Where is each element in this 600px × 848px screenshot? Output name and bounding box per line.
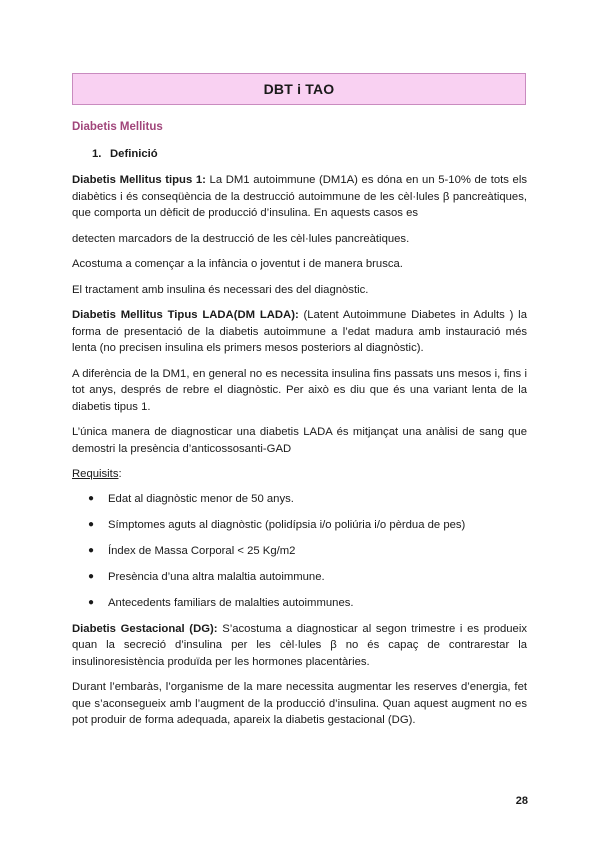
list-item-text: Presència d’una altra malaltia autoimmune. xyxy=(108,570,325,583)
subsection-title: Definició xyxy=(110,147,158,160)
list-item xyxy=(86,595,527,612)
paragraph-onset: Acostuma a començar a la infància o joventut i de manera brusca. xyxy=(72,258,403,270)
paragraph-dm1 xyxy=(72,172,527,222)
paragraph-dm1-text: La DM1 autoimmune (DM1A) es dóna en un 5-10% de tots els diabètics i és conseqüència de la destrucció autoimmune de les cèl·lules β pancreàtiques, que comporta un dèficit de producció d’insulina. En aquests casos es xyxy=(72,174,527,219)
paragraph-gestational-text: S’acostuma a diagnosticar al segon trimestre i es produeix quan la secreció d’insulina per les cèl·lules β no és capaç de contrarestar la insulinoresistència produïda per les hormones placentàries. xyxy=(72,622,528,668)
paragraph-markers: detecten marcadors de la destrucció de les cèl·lules pancreàtiques. xyxy=(72,232,410,245)
bullet-icon: ● xyxy=(88,492,95,504)
paragraph-lada-difference: A diferència de la DM1, en general no es necessita insulina fins passats uns mesos i, fins i tot anys, després de rebre el diagnòstic. Per això es diu que és una variant lenta de la diabetis tipus 1. xyxy=(72,367,527,413)
paragraph-lada xyxy=(72,307,527,357)
bullet-icon: ● xyxy=(88,596,95,608)
list-item-text: Índex de Massa Corporal < 25 Kg/m2 xyxy=(108,544,296,557)
requirements-list xyxy=(72,491,527,612)
section-heading: Diabetis Mellitus xyxy=(72,121,163,133)
bullet-icon: ● xyxy=(88,518,95,530)
paragraph-dm1-lead: Diabetis Mellitus tipus 1: xyxy=(72,174,206,186)
list-item xyxy=(86,517,527,534)
paragraph-lada-lead: Diabetis Mellitus Tipus LADA(DM LADA): xyxy=(72,309,299,321)
list-item-text: Símptomes aguts al diagnòstic (polidípsia i/o poliúria i/o pèrdua de pes) xyxy=(108,518,466,531)
paragraph-gestational-lead: Diabetis Gestacional (DG): xyxy=(72,622,218,635)
paragraph-lada-text: (Latent Autoimmune Diabetes in Adults ) la forma de presentació de la diabetis autoimmune a l’edat madura amb instauració més lenta (no precisen insulina els primers mesos posteriors al diagnòstic). xyxy=(72,309,527,354)
list-item-text: Antecedents familiars de malalties autoimmunes. xyxy=(108,596,354,609)
page-number: 28 xyxy=(515,795,528,807)
page-title-text: DBT i TAO xyxy=(263,81,335,97)
bullet-icon: ● xyxy=(88,544,95,556)
requirements-label-text: Requisits xyxy=(72,468,119,480)
paragraph-gestational xyxy=(72,621,527,671)
document-body xyxy=(72,119,527,738)
requirements-label xyxy=(72,466,527,483)
bullet-icon: ● xyxy=(88,570,95,582)
paragraph-pregnancy: Durant l’embaràs, l’organisme de la mare necessita augmentar les reserves d’energia, fet que s’aconsegueix amb l’augment de la producció d’insulina. Quan aquest augment no es pot produir de forma adequada, apareix la diabetis gestacional (DG). xyxy=(72,681,527,726)
subsection-number: 1. xyxy=(92,147,102,160)
list-item xyxy=(86,569,527,586)
list-item-text: Edat al diagnòstic menor de 50 anys. xyxy=(108,492,294,505)
paragraph-treatment: El tractament amb insulina és necessari des del diagnòstic. xyxy=(72,283,369,296)
paragraph-lada-diagnosis: L’única manera de diagnosticar una diabetis LADA és mitjançat una anàlisi de sang que demostri la presència d’anticossosanti-GAD xyxy=(72,426,527,455)
requirements-label-colon: : xyxy=(118,468,122,480)
subsection-heading xyxy=(92,146,527,163)
list-item xyxy=(86,543,527,560)
page-title xyxy=(72,73,526,105)
list-item xyxy=(86,491,527,508)
